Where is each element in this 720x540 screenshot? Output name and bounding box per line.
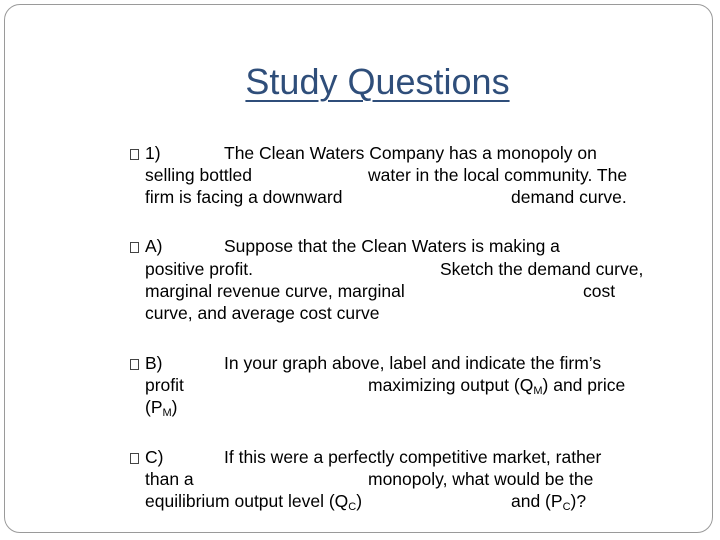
subscript: C — [562, 501, 571, 513]
subscript: M — [533, 385, 543, 397]
text-segment: ) — [171, 397, 178, 417]
question-text-line: selling bottled — [145, 165, 253, 185]
question-label: 1) — [145, 143, 161, 163]
subscript: C — [348, 501, 357, 513]
question-text-line — [368, 375, 625, 396]
text-segment: maximizing output (Q — [368, 375, 534, 395]
page-title: Study Questions — [245, 61, 510, 102]
question-text-line: The Clean Waters Company has a monopoly on — [224, 143, 597, 163]
question-text-line: positive profit. — [145, 259, 253, 279]
question-text-line: cost — [583, 281, 616, 301]
question-text-line: than a — [145, 469, 194, 489]
question-text-line: firm is facing a downward — [145, 187, 343, 207]
question-text-line: Suppose that the Clean Waters is making a — [224, 236, 560, 256]
text-segment: equilibrium output level (Q — [145, 491, 349, 511]
subscript: M — [162, 407, 172, 419]
question-text-line — [511, 491, 586, 512]
text-segment: ) and price — [542, 375, 626, 395]
text-segment: ) — [356, 491, 363, 511]
question-text-line: demand curve. — [511, 187, 627, 207]
question-text-line — [145, 397, 178, 418]
question-text-line: If this were a perfectly competitive market, rather — [224, 447, 602, 467]
question-text-line: In your graph above, label and indicate the firm’s — [224, 353, 602, 373]
question-label: C) — [145, 447, 164, 467]
question-text-line: Sketch the demand curve, — [440, 259, 644, 279]
text-segment: )? — [570, 491, 587, 511]
question-text-line: profit — [145, 375, 184, 395]
question-text-line: curve, and average cost curve — [145, 303, 380, 323]
bullet-icon — [130, 143, 139, 164]
question-text-line — [145, 491, 362, 512]
question-text-line: monopoly, what would be the — [368, 469, 594, 489]
question-text-line: marginal revenue curve, marginal — [145, 281, 405, 301]
text-segment: and (P — [511, 491, 563, 511]
question-text-line: water in the local community. The — [368, 165, 628, 185]
question-label: A) — [145, 236, 163, 256]
bullet-icon — [130, 353, 139, 374]
bullet-icon — [130, 447, 139, 468]
text-segment: (P — [145, 397, 163, 417]
question-label: B) — [145, 353, 163, 373]
bullet-icon — [130, 236, 139, 257]
